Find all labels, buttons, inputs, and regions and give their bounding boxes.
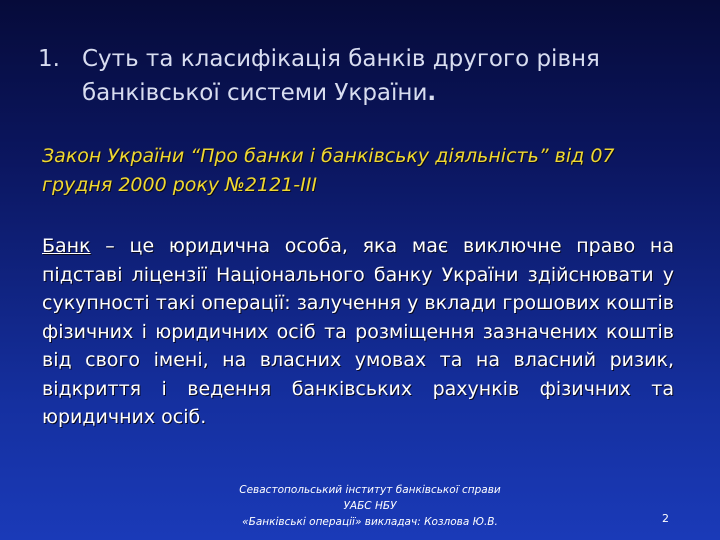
footer-department: УАБС НБУ — [343, 500, 397, 512]
footer-course: «Банківські операції» викладач: Козлова Ю.В. — [242, 516, 498, 528]
definition-term: Банк — [42, 235, 91, 257]
page-number: 2 — [662, 512, 669, 525]
law-reference: Закон України “Про банки і банківську діяльність” від 07 грудня 2000 року №2121-ІІІ — [42, 145, 615, 196]
definition-text: – це юридична особа, яка має виключне право на підставі ліцензії Національного банку України здійснювати у сукупності такі операції: залучення у вклади грошових коштів фізичних і юридичних осіб та розміщення зазначених коштів від свого імені, на власних умовах та на власний ризик, відкриття і ведення банківських рахунків фізичних та юридичних осіб. — [42, 235, 674, 428]
slide-heading — [38, 42, 658, 110]
heading-number: 1. — [38, 46, 60, 72]
bank-definition — [42, 232, 674, 432]
footer-institute: Севастопольський інститут банківської справи — [239, 484, 501, 496]
heading-period: . — [427, 80, 437, 106]
slide-footer — [200, 482, 540, 530]
heading-text: Суть та класифікація банків другого рівня банківської системи України — [82, 46, 600, 106]
heading-text-wrap — [38, 42, 658, 110]
